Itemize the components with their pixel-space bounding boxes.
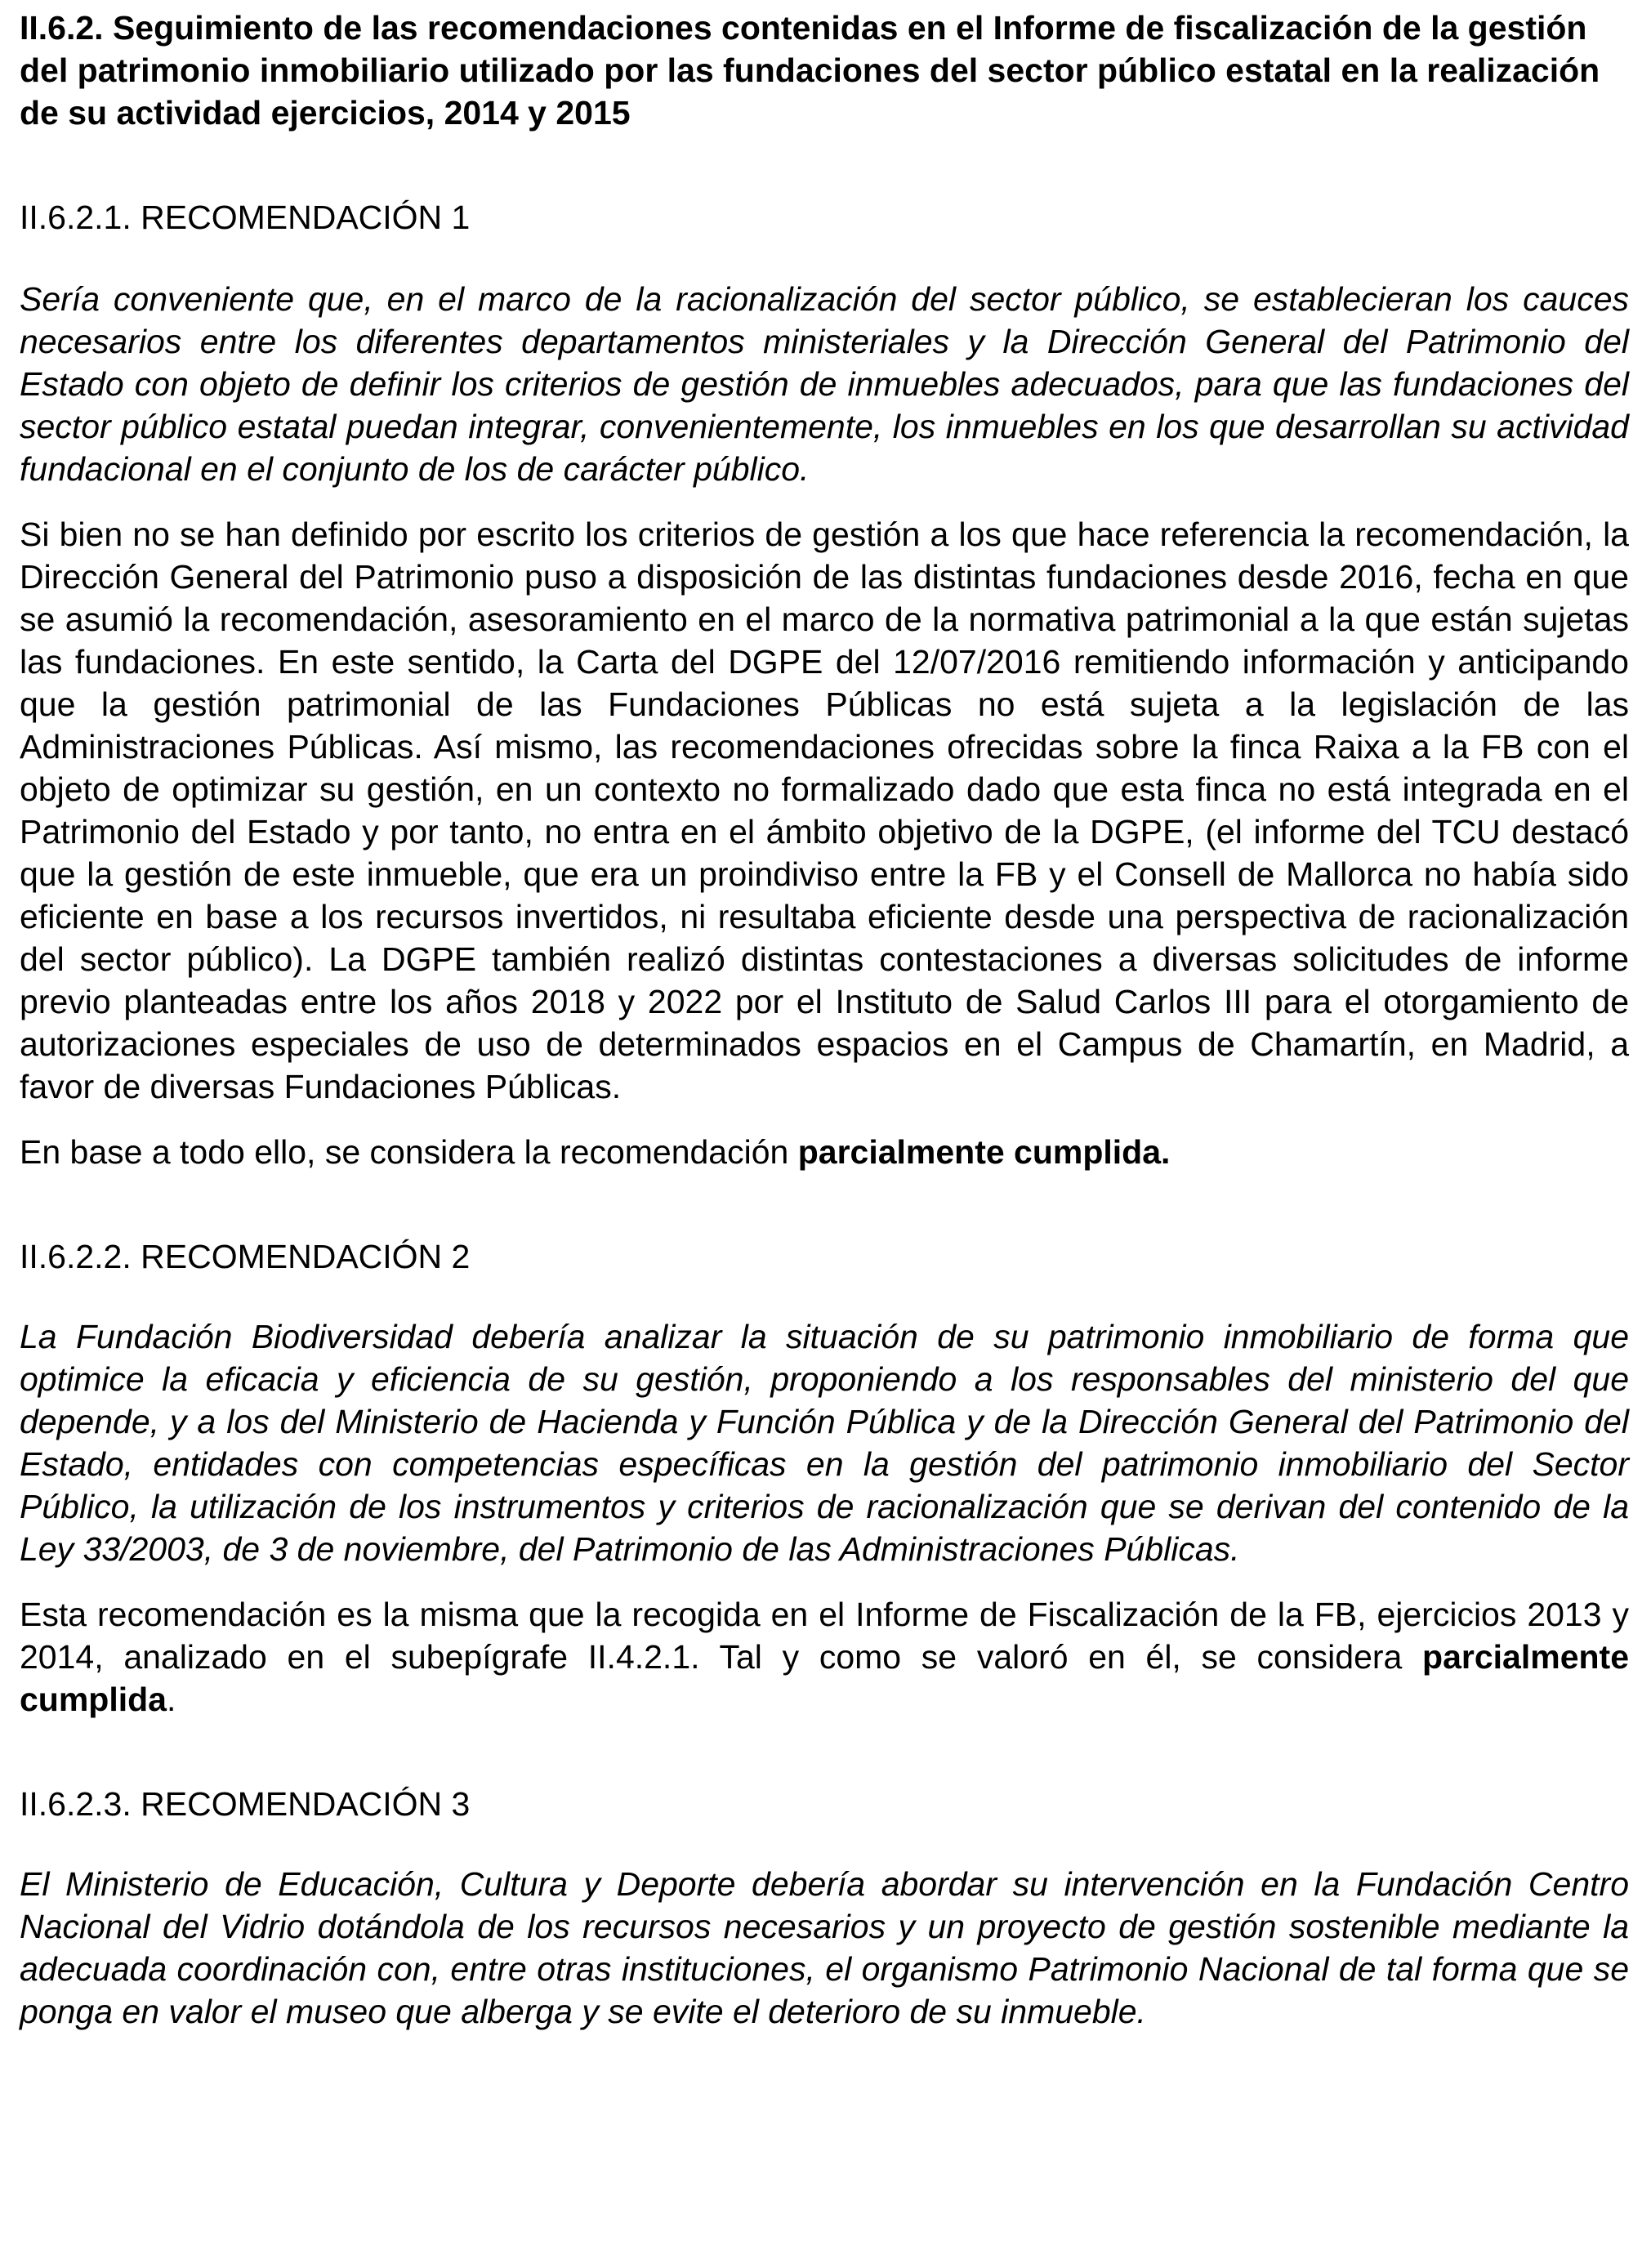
recommendation-1-text: Sería conveniente que, en el marco de la racionalización del sector público, se establecieran los cauces necesarios entre los diferentes departamentos ministeriales y la Dirección General del Patrimonio del Estado con objeto de definir los criterios de gestión de inmuebles adecuados, para que las fundaciones del sector público estatal puedan integrar, convenientemente, los inmuebles en los que desarrollan su actividad fundacional en el conjunto de los de carácter público.	[20, 280, 1629, 488]
analysis-text: Esta recomendación es la misma que la recogida en el Informe de Fiscalización de la FB, ejercicios 2013 y 2014, analizado en el subepígrafe II.4.2.1. Tal y como se valoró en él, se considera	[20, 1596, 1629, 1676]
recommendation-3-heading: II.6.2.3. RECOMENDACIÓN 3	[20, 1785, 471, 1823]
recommendation-2-text: La Fundación Biodiversidad debería analizar la situación de su patrimonio inmobiliario de forma que optimice la eficacia y eficiencia de su gestión, proponiendo a los responsables del ministerio del que depende, y a los del Ministerio de Hacienda y Función Pública y de la Dirección General del Patrimonio del Estado, entidades con competencias específicas en la gestión del patrimonio inmobiliario del Sector Público, la utilización de los instrumentos y criterios de racionalización que se derivan del contenido de la Ley 33/2003, de 3 de noviembre, del Patrimonio de las Administraciones Públicas.	[20, 1318, 1629, 1568]
recommendation-2-analysis	[20, 1593, 1629, 1721]
analysis-status: parcialmente cumplida	[20, 1638, 1629, 1718]
document-page	[20, 7, 1629, 2033]
recommendation-2-heading: II.6.2.2. RECOMENDACIÓN 2	[20, 1238, 471, 1275]
section-title: II.6.2. Seguimiento de las recomendaciones contenidas en el Informe de fiscalización de la gestión del patrimonio inmobiliario utilizado por las fundaciones del sector público estatal en la realización de su actividad ejercicios, 2014 y 2015	[20, 9, 1600, 132]
conclusion-status: parcialmente cumplida.	[797, 1133, 1171, 1171]
recommendation-3-text: El Ministerio de Educación, Cultura y Deporte debería abordar su intervención en la Fundación Centro Nacional del Vidrio dotándola de los recursos necesarios y un proyecto de gestión sostenible mediante la adecuada coordinación con, entre otras instituciones, el organismo Patrimonio Nacional de tal forma que se ponga en valor el museo que alberga y se evite el deterioro de su inmueble.	[20, 1865, 1629, 2030]
analysis-end: .	[166, 1681, 176, 1718]
recommendation-1-conclusion	[20, 1131, 1629, 1173]
recommendation-1-heading: II.6.2.1. RECOMENDACIÓN 1	[20, 199, 471, 236]
recommendation-1-analysis: Si bien no se han definido por escrito los criterios de gestión a los que hace referencia la recomendación, la Dirección General del Patrimonio puso a disposición de las distintas fundaciones desde 2016, fecha en que se asumió la recomendación, asesoramiento en el marco de la normativa patrimonial a la que están sujetas las fundaciones. En este sentido, la Carta del DGPE del 12/07/2016 remitiendo información y anticipando que la gestión patrimonial de las Fundaciones Públicas no está sujeta a la legislación de las Administraciones Públicas. Así mismo, las recomendaciones ofrecidas sobre la finca Raixa a la FB con el objeto de optimizar su gestión, en un contexto no formalizado dado que esta finca no está integrada en el Patrimonio del Estado y por tanto, no entra en el ámbito objetivo de la DGPE, (el informe del TCU destacó que la gestión de este inmueble, que era un proindiviso entre la FB y el Consell de Mallorca no había sido eficiente en base a los recursos invertidos, ni resultaba eficiente desde una perspectiva de racionalización del sector público). La DGPE también realizó distintas contestaciones a diversas solicitudes de informe previo planteadas entre los años 2018 y 2022 por el Instituto de Salud Carlos III para el otorgamiento de autorizaciones especiales de uso de determinados espacios en el Campus de Chamartín, en Madrid, a favor de diversas Fundaciones Públicas.	[20, 516, 1629, 1105]
conclusion-text: En base a todo ello, se considera la recomendación	[20, 1133, 798, 1171]
